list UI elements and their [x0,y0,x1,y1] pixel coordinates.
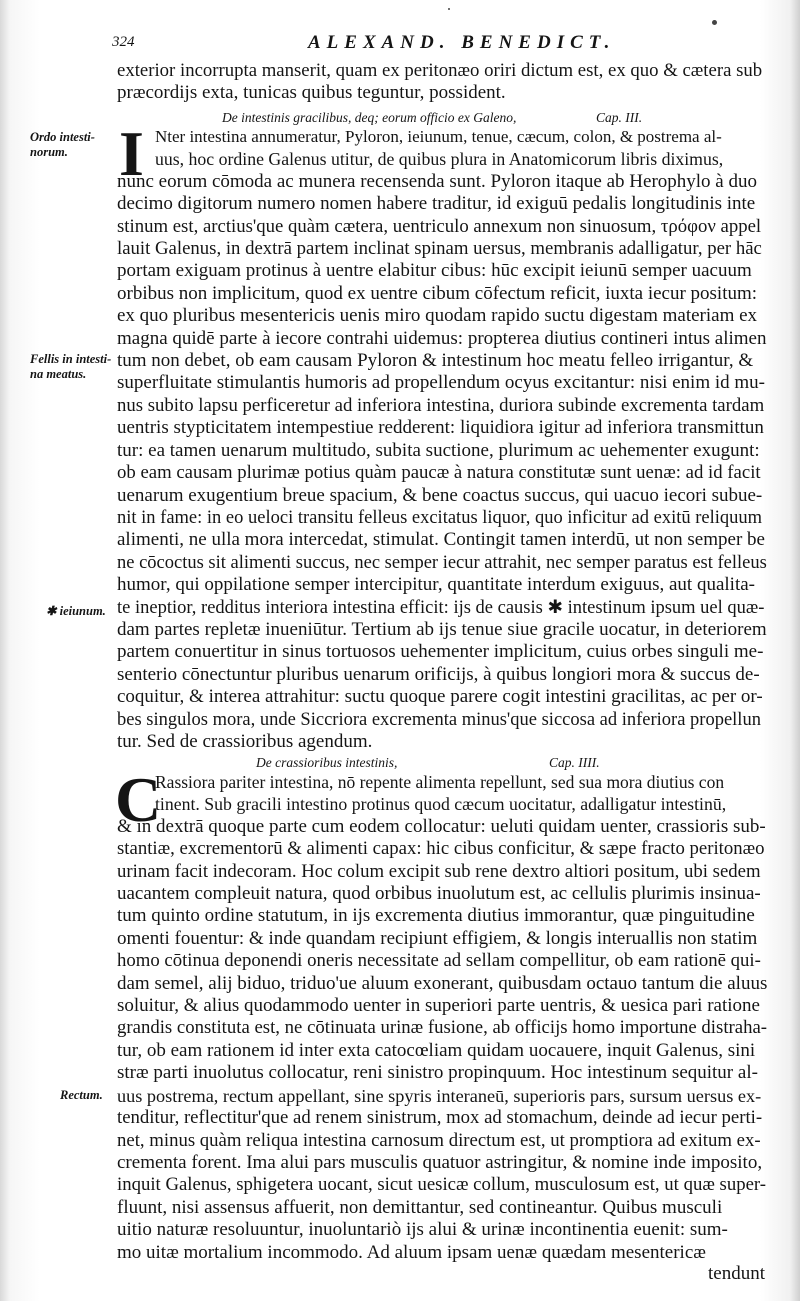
ink-speck [448,8,450,10]
margin-note-ordo: Ordo intesti- norum. [30,130,95,159]
text-line: coquitur, & interea attrahitur: suctu quoque parere cogit intestini gracilitas, ac per or- [117,686,763,708]
continued-paragraph [117,60,767,105]
text-line: humor, qui oppilatione semper intercipitur, quantitate interdum exiguus, aut qualita- [117,574,755,596]
page-header [112,30,672,56]
text-line: tum non debet, ob eam causam Pyloron & intestinum hoc meatu felleo irrigantur, & [117,350,754,372]
chapter-4-body [115,764,767,1264]
text-line: stinum est, arctius'que quàm cætera, uentriculo annexum non sinuosum, τρόφον appel [117,215,762,237]
text-line: Nter intestina annumeratur, Pyloron, ieiunum, tenue, cæcum, colon, & postrema al- [155,127,722,146]
text-line: Rassiora pariter intestina, nō repente alimenta repellunt, sed sua mora diutius con [155,772,725,792]
text-line: tur, ob eam rationem id inter exta catocœliam quidam uocauere, inquit Galenus, sini [117,1039,756,1061]
text-line: dam semel, alij biduo, triduo'ue aluum exonerant, quibusdam octauo tantum die aluus [117,972,767,994]
text-line: net, minus quàm reliqua intestina carnosum directum est, ut promptiora ad exitum ex- [117,1129,761,1151]
text-line: partem conuertitur in sinus tortuosos uehementer implicitum, cuius orbes singuli me- [117,641,764,663]
text-line: nunc eorum cōmoda ac munera recensenda sunt. Pyloron itaque ab Herophylo à duo [117,170,757,192]
chapter-4-dropcap: C [115,764,162,835]
text-line: ob eam causam plurimæ potius quàm paucæ à natura constitutæ sunt uenæ: ad id facit [117,462,761,484]
text-line: præcordijs exta, tunicas quibus teguntur, possident. [117,82,506,104]
text-line: tur. Sed de crassioribus agendum. [117,730,373,752]
text-line: soluitur, & alius quodammodo uenter in superiori parte uentris, & uesica pari ratione [117,995,760,1017]
chapter-4-title: De crassioribus intestinis, [256,755,398,770]
text-line: crementa forent. Ima alui pars musculis quatuor astringitur, & nomine inde imposito, [117,1151,763,1173]
text-line: orbibus non implicitum, quod ex uentre cibum cōfectum reficit, iuxta iecur positum: [117,282,758,304]
text-line: inquit Galenus, sphigetera uocant, sicut uesicæ collum, musculosum est, ut quæ super- [117,1174,766,1196]
chapter-4-number: Cap. IIII. [549,755,600,770]
text-line: tinent. Sub gracili intestino protinus quod cæcum uocitatur, adalligatur intestinū, [155,794,727,815]
text-line: exterior incorrupta manserit, quam ex peritonæo oriri dictum est, ex quo & cætera sub [117,60,763,81]
text-line: ne cōcoctus sit alimenti succus, nec semper iecur attrahit, nec semper paratus est felleus [117,552,767,573]
margin-note-rectum: Rectum. [60,1088,103,1102]
text-line: superfluitate stimulantis humoris ad propellendum ocyus excitantur: nisi enim id mu- [117,372,765,394]
folio-number: 324 [112,34,135,50]
text-line: senterio cōnectuntur pluribus uenarum orificijs, à quibus longiori mora & succus de- [117,663,760,685]
text-line: portam exiguam protinus à uentre elabitur cibus: hūc excipit ieiunū semper uacuum [117,260,752,282]
text-line: fluunt, nisi assensus affuerit, non demittantur, sed contineantur. Quibus musculi [117,1196,723,1218]
text-line: alimenti, ne ulla mora intercedat, stimulat. Contingit tamen interdū, ut non semper be [117,529,765,551]
margin-note-fellis: Fellis in intesti- na meatus. [30,352,112,381]
text-line: & in dextrā quoque parte cum eodem collocatur: ueluti quidam uenter, crassioris sub- [117,815,766,837]
text-line: grandis constituta est, ne cōtinuata urinæ fusione, ab officijs homo importune distraha- [117,1017,767,1039]
text-line: uacantem compleuit natura, quod orbibus inuolutum est, ac cellulis plurimis insinua- [117,883,761,905]
chapter-3-dropcap: I [119,118,144,189]
text-line: stræ parti inuolutus collocatur, reni sinistro propinquum. Hoc intestinum sequitur al- [117,1062,758,1084]
ink-speck [712,20,717,25]
text-line: bes singulos mora, unde Siccriora excrementa minus'que siccosa ad inferiora propellun [117,709,761,730]
chapter-3-body [117,118,767,753]
catchword: tendunt [708,1263,765,1284]
text-line: uus postrema, rectum appellant, sine spyris interaneū, superioris pars, sursum uersus ex- [117,1085,762,1106]
text-line: uenarum exugentium breue spacium, & bene coactus succus, qui uacuo iecori subue- [117,484,763,506]
text-line: ex quo pluribus mesentericis uenis miro quodam rapido suctu digestam materiam ex [117,305,758,327]
text-line: nit in fame: in eo ueloci transitu felleus excitatus liquor, quo inficitur ad exitū reliquum [117,507,763,528]
text-line: uitio naturæ resoluuntur, inuoluntariò ijs alui & urinæ incontinentia euenit: sum- [117,1219,728,1241]
text-line: magna quidē parte à iecore contrahi uidemus: propterea diutius contineri intus alimen [117,327,767,349]
margin-note-ieiunum: ✱ ieiunum. [46,604,106,618]
text-line: tenditur, reflectitur'que ad renem sinistrum, mox ad stomachum, deinde ad iecur perti- [117,1107,763,1129]
text-line: tum quinto ordine statutum, in ijs excrementa diutius immorantur, quæ pinguitudine [117,905,755,927]
text-line: stantiæ, excrementorū & alimenti capax: hic cibus conficitur, & sæpe fracto peritonæo [117,838,765,860]
text-line: uentris stypticitatem intempestiue redderent: liquidiora igitur ad inferiora transmittun [117,417,764,439]
text-line: urinam facit indecoram. Hoc colum excipit sub rene dextro altiori positum, ubi sedem [117,860,761,882]
text-line: homo cōtinua deponendi oneris necessitate ad sellam compellitur, ob eam rationē qui- [117,950,761,972]
text-line: dam partes repletæ inueniūtur. Tertium ab ijs tenue siue gracile uocatur, in deteriorem [117,618,767,640]
text-line: decimo digitorum numero nomen habere traditur, id exiguū pedalis longitudinis inte [117,193,756,215]
text-line: mo uitæ mortalium incommodo. Ad aluum ipsam uenæ quædam mesentericæ [117,1241,706,1263]
text-line: nus subito lapsu perficeretur ad inferiora intestina, duriora subinde excrementa tardam [117,394,765,416]
text-line: omenti fouentur: & inde quandam recipiunt effigiem, & longis interuallis non statim [117,927,758,949]
running-title: ALEXAND. BENEDICT. [308,32,616,53]
text-line: te ineptior, redditus interiora intestina efficit: ijs de causis ✱ intestinum ipsum uel quæ- [117,597,765,618]
text-line: uus, hoc ordine Galenus utitur, de quibus plura in Anatomicorum libris diximus, [155,149,724,170]
chapter-3-number: Cap. III. [596,110,643,125]
text-line: tur: ea tamen uenarum multitudo, subita suctione, plurimum ac uehementer exugunt: [117,439,760,461]
chapter-3-title: De intestinis gracilibus, deq; eorum officio ex Galeno, [222,110,517,125]
text-line: lauit Galenus, in dextrā partem inclinat spinam uersus, membranis adalligatur, per hāc [117,238,762,260]
